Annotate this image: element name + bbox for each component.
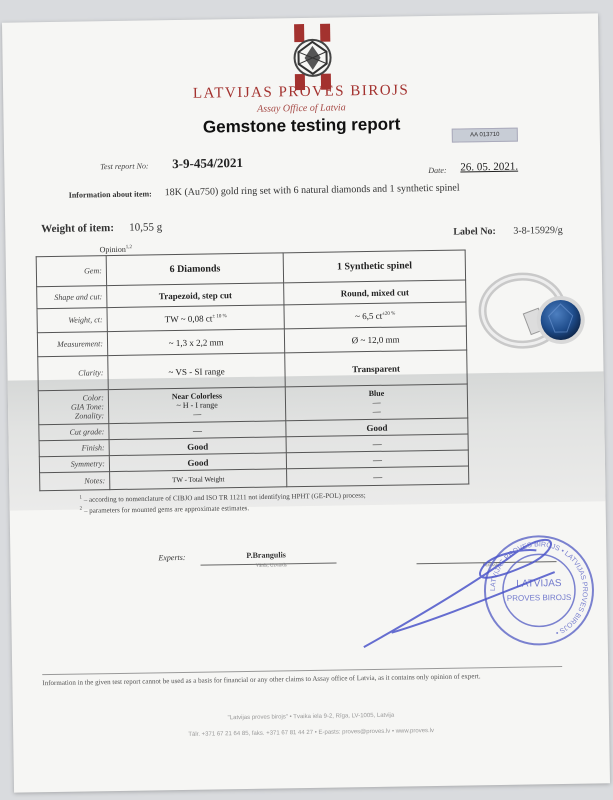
diamonds-header: 6 Diamonds: [106, 253, 284, 286]
cell: Blue — —: [285, 384, 467, 421]
row-label: Symmetry:: [39, 456, 109, 473]
svg-text:PROVES BIROJS: PROVES BIROJS: [506, 592, 572, 603]
cell: Transparent: [285, 350, 467, 387]
svg-text:LATVIJAS PROVES BIROJS • LATVI: LATVIJAS PROVES BIROJS • LATVIJAS PROVES BIROJS •: [489, 541, 589, 636]
date-label: Date:: [428, 165, 447, 176]
signature-caption: Paraksts: [482, 562, 500, 569]
cell: Near Colorless ~ H - I range —: [108, 387, 286, 424]
test-report-label: Test report No:: [100, 161, 149, 172]
item-info-value: 18K (Au750) gold ring set with 6 natural diamonds and 1 synthetic spinel: [164, 182, 460, 199]
cell: ~ 1,3 x 2,2 mm: [107, 329, 285, 356]
cell: Good: [109, 437, 286, 456]
cell: Round, mixed cut: [284, 280, 466, 305]
cell: Trapezoid, step cut: [107, 283, 284, 308]
address-line-2: Tālr. +371 67 21 64 85, faks. +371 67 81 44 27 • E-pasts: proves@proves.lv • www.proves.lv: [188, 728, 435, 738]
opinion-label: Opinion$^{1,2}$: [99, 244, 133, 255]
footnote-1: $^1$ – according to nomenclature of CIBJO and ISO TR 11211 not identifying HPHT (GE-POL) process;: [79, 491, 366, 504]
gem-label: Gem:: [36, 256, 106, 287]
item-info-label: Information about item:: [68, 189, 152, 200]
experts-label: Experts:: [158, 552, 186, 563]
cell: —: [109, 421, 286, 440]
cell: Good: [109, 453, 286, 472]
expert-signature: [350, 526, 572, 659]
row-label: Shape and cut:: [37, 286, 107, 309]
row-label: Finish:: [39, 440, 109, 457]
cell: —: [286, 434, 468, 453]
org-name: LATVIJAS PROVES BIROJS: [192, 82, 410, 102]
cell: TW ~ 0,08 $ct^{\pm 10 \%}$: [107, 305, 285, 332]
gem-table: [36, 249, 470, 491]
disclaimer: Information in the given test report cannot be used as a basis for financial or any other claims to Assay office of Latvia, as it contains only opinion of expert.: [42, 666, 562, 688]
address-line-1: "Latvijas proves birojs" • Tvaika iela 9-2, Rīga, LV-1005, Latvija: [227, 712, 395, 722]
row-label: Measurement:: [37, 332, 107, 357]
date-value: 26. 05. 2021.: [460, 160, 519, 174]
cell: —: [286, 450, 468, 469]
svg-text:LATVIJAS: LATVIJAS: [516, 578, 562, 590]
cell: —: [287, 466, 469, 487]
row-label: Weight, ct:: [37, 308, 107, 333]
ring-photo: [472, 257, 598, 369]
row-label: Notes:: [40, 472, 110, 491]
footnote-2: $^2$ – parameters for mounted gems are approximate estimates.: [79, 504, 250, 515]
org-subtitle: Assay Office of Latvia: [256, 102, 346, 115]
cell: Good: [286, 418, 468, 437]
label-no-value: 3-8-15929/g: [513, 224, 563, 237]
row-label: Clarity:: [38, 356, 109, 391]
test-report-number: 3-9-454/2021: [172, 154, 244, 172]
assay-office-logo: [280, 23, 345, 92]
spinel-header: 1 Synthetic spinel: [283, 250, 465, 283]
cell: TW - Total Weight: [110, 469, 287, 490]
expert-name: P.Brangulis: [246, 550, 286, 560]
weight-value: 10,55 g: [129, 221, 163, 234]
weight-label: Weight of item:: [41, 221, 115, 236]
expert-name-caption: Vārds, Uzvārds: [255, 563, 287, 569]
cell: ~ VS - SI range: [108, 353, 286, 390]
cell: ~ 6,5 $ct^{\pm 20 \%}$: [284, 302, 466, 329]
row-label: Cut grade:: [39, 424, 109, 441]
label-no-label: Label No:: [453, 225, 496, 238]
color-labels: Color: GIA Tone: Zonality:: [38, 390, 109, 425]
report-title: Gemstone testing report: [202, 114, 401, 137]
serial-label: AA 013710: [452, 128, 518, 143]
report-paper: [2, 13, 610, 792]
cell: Ø ~ 12,0 mm: [285, 326, 467, 353]
